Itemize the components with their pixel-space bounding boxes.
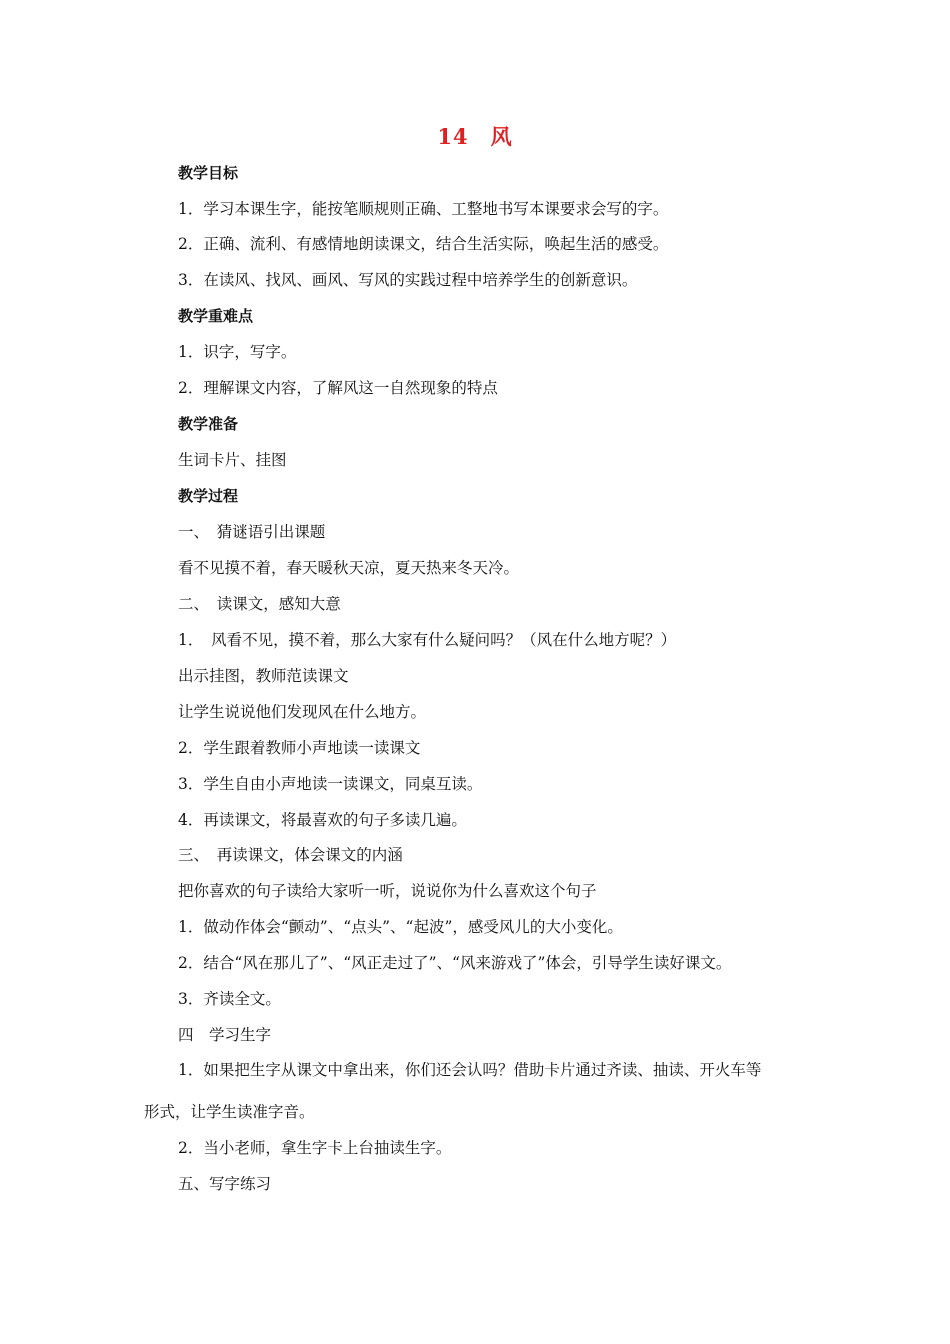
goal-item-3: 3．在读风、找风、画风、写风的实践过程中培养学生的创新意识。 [178,271,638,289]
section-3-title: 三、 再读课文，体会课文的内涵 [178,846,403,864]
section-2-item-4: 4．再读课文，将最喜欢的句子多读几遍。 [178,811,467,829]
key-point-item-1: 1．识字，写字。 [178,343,297,361]
section-1-title: 一、 猜谜语引出课题 [178,523,326,541]
section-2-item-2: 2．学生跟着教师小声地读一读课文 [178,739,421,757]
section-3-item-1: 1．做动作体会“颤动”、“点头”、“起波”，感受风儿的大小变化。 [178,918,623,936]
heading-preparation: 教学准备 [178,415,239,433]
section-2-text-b: 让学生说说他们发现风在什么地方。 [178,703,427,721]
preparation-text: 生词卡片、挂图 [178,451,287,469]
section-4-title: 四 学习生字 [178,1026,272,1044]
heading-teaching-goals: 教学目标 [178,164,239,182]
riddle-text: 看不见摸不着，春天暖秋天凉，夏天热来冬天冷。 [178,559,520,577]
section-4-item-1-continued: 形式，让学生读准字音。 [144,1103,315,1121]
section-2-item-3: 3．学生自由小声地读一读课文，同桌互读。 [178,775,483,793]
section-3-item-3: 3．齐读全文。 [178,990,281,1008]
section-4-item-1: 1．如果把生字从课文中拿出来，你们还会认吗？借助卡片通过齐读、抽读、开火车等 [178,1061,762,1079]
heading-process: 教学过程 [178,487,239,505]
lesson-title: 14 风 [437,124,513,149]
section-2-text-a: 出示挂图，教师范读课文 [178,667,349,685]
section-3-text: 把你喜欢的句子读给大家听一听，说说你为什么喜欢这个句子 [178,882,597,900]
heading-key-points: 教学重难点 [178,307,254,325]
section-5-title: 五、写字练习 [178,1175,272,1193]
section-2-item-1: 1． 风看不见，摸不着，那么大家有什么疑问吗？（风在什么地方呢？） [178,631,677,649]
key-point-item-2: 2．理解课文内容，了解风这一自然现象的特点 [178,379,498,397]
goal-item-2: 2．正确、流利、有感情地朗读课文，结合生活实际，唤起生活的感受。 [178,235,669,253]
goal-item-1: 1．学习本课生字，能按笔顺规则正确、工整地书写本课要求会写的字。 [178,200,669,218]
section-2-title: 二、 读课文，感知大意 [178,595,341,613]
section-4-item-2: 2．当小老师，拿生字卡上台抽读生字。 [178,1139,452,1157]
section-3-item-2: 2．结合“风在那儿了”、“风正走过了”、“风来游戏了”体会，引导学生读好课文。 [178,954,732,972]
